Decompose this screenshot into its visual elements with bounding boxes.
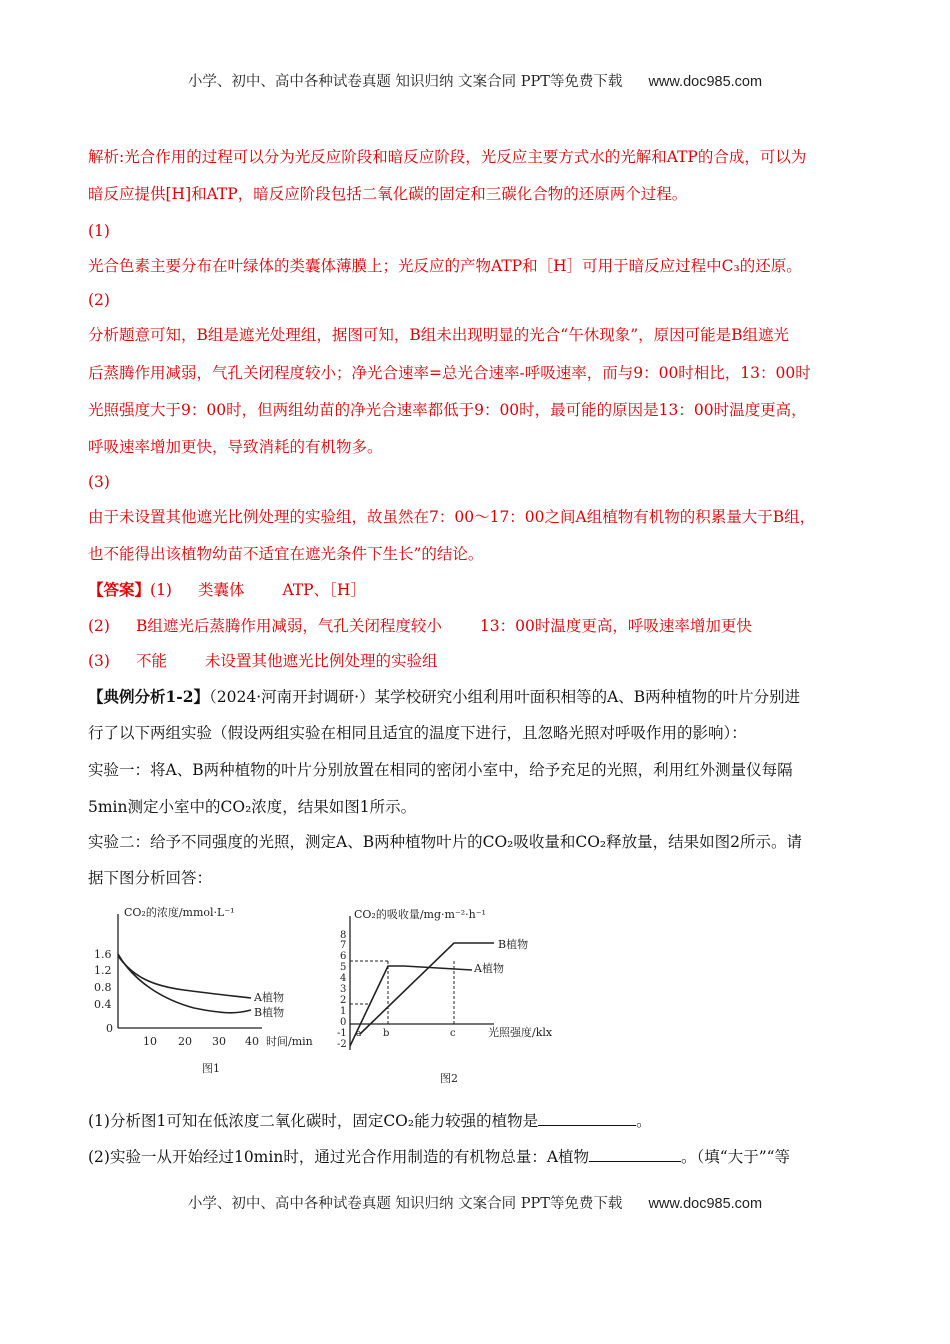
figure-1-ytick-5: 0: [106, 1022, 113, 1035]
page-header: [0, 70, 950, 91]
figure-1-ytick-4: 0.4: [94, 998, 112, 1011]
answer-1-number: (1): [150, 581, 172, 599]
header-url: www.doc985.com: [648, 74, 763, 90]
figure-1-caption: 图1: [202, 1062, 220, 1075]
figure-2-ytick-8: 8: [340, 930, 347, 941]
analysis-q2-line-2: 后蒸腾作用减弱，气孔关闭程度较小；净光合速率=总光合速率-呼吸速率，而与9：00时相比，13：00时: [88, 364, 811, 382]
analysis-q2-line-1: 分析题意可知，B组是遮光处理组，据图可知，B组未出现明显的光合“午休现象”，原因可能是B组遮光: [88, 326, 790, 344]
example-line-2: 行了以下两组实验（假设两组实验在相同且适宜的温度下进行，且忽略光照对呼吸作用的影响）：: [88, 724, 747, 742]
experiment-2-line-2: 据下图分析回答：: [88, 869, 213, 887]
figure-2-xtick-b: b: [383, 1028, 390, 1039]
experiment-2-line-1: 实验二：给予不同强度的光照，测定A、B两种植物叶片的CO₂吸收量和CO₂释放量，结果如图2所示。请: [88, 833, 803, 851]
figure-1-xtick-4: 40: [245, 1035, 259, 1048]
analysis-q1-number: (1): [88, 222, 110, 240]
figure-2-ytick-7: 7: [340, 940, 347, 951]
figure-2-xtick-c: c: [450, 1028, 456, 1039]
figure-2-ytick-2: 2: [340, 995, 347, 1006]
answer-2-part-2: 13：00时温度更高，呼吸速率增加更快: [479, 617, 752, 635]
analysis-q2-line-4: 呼吸速率增加更快，导致消耗的有机物多。: [88, 438, 383, 456]
figure-2-ytick-4: 4: [340, 973, 347, 984]
figure-1-label-a: A植物: [254, 991, 284, 1004]
figure-1-x-label: 时间/min: [266, 1035, 313, 1048]
example-line-1: [88, 687, 868, 707]
figure-1-y-label: CO₂的浓度/mmol·L⁻¹: [124, 906, 235, 919]
figure-1: [94, 905, 313, 1075]
figure-2-ytick-1: 1: [340, 1006, 347, 1017]
analysis-line-2: 暗反应提供[H]和ATP，暗反应阶段包括二氧化碳的固定和三碳化合物的还原两个过程。: [88, 185, 688, 203]
figure-2-xtick-a: a: [356, 1029, 362, 1039]
example-title: 【典例分析1-2】: [88, 687, 210, 706]
figure-1-ytick-3: 0.8: [94, 981, 112, 994]
page-footer: [0, 1192, 950, 1213]
answer-3-number: (3): [88, 652, 110, 670]
question-2-end: 。（填“大于”“等: [681, 1148, 791, 1166]
figure-2-ytick-6: 6: [340, 951, 347, 962]
experiment-1-line-1: 实验一：将A、B两种植物的叶片分别放置在相同的密闭小室中，给予充足的光照，利用红外测量仪每隔: [88, 761, 793, 779]
question-2-text: (2)实验一从开始经过10min时，通过光合作用制造的有机物总量：A植物: [88, 1148, 590, 1166]
answer-2-number: (2): [88, 617, 110, 635]
answer-1-part-2: ATP、［H］: [282, 581, 366, 599]
figure-2-label-b: B植物: [498, 938, 529, 951]
footer-url: www.doc985.com: [648, 1196, 763, 1212]
figure-1-ytick-2: 1.2: [94, 964, 112, 977]
figure-2-x-label: 光照强度/klx: [488, 1026, 553, 1039]
question-2-blank[interactable]: [589, 1147, 681, 1162]
answer-2-part-1: B组遮光后蒸腾作用减弱，气孔关闭程度较小: [135, 617, 442, 635]
example-intro: （2024·河南开封调研·）某学校研究小组利用叶面积相等的A、B两种植物的叶片分别进: [209, 688, 801, 706]
figure-1-xtick-1: 10: [143, 1035, 157, 1048]
figure-1-xtick-2: 20: [178, 1035, 192, 1048]
figure-2-ytick-3: 3: [340, 984, 347, 995]
figure-1-xtick-3: 30: [212, 1035, 226, 1048]
analysis-q1-text: 光合色素主要分布在叶绿体的类囊体薄膜上；光反应的产物ATP和［H］可用于暗反应过程中C₃的还原。: [88, 257, 802, 275]
question-1-end: 。: [636, 1112, 652, 1130]
footer-text: 小学、初中、高中各种试卷真题 知识归纳 文案合同 PPT等免费下载: [187, 1196, 623, 1212]
question-2: [88, 1147, 868, 1167]
figures: [94, 900, 594, 1100]
analysis-q3-number: (3): [88, 473, 110, 491]
figure-2-line-b: [360, 943, 494, 1034]
figure-2: [337, 907, 553, 1085]
answer-line-3: [88, 651, 868, 671]
figure-1-label-b: B植物: [254, 1006, 285, 1019]
analysis-q3-line-2: 也不能得出该植物幼苗不适宜在遮光条件下生长”的结论。: [88, 545, 484, 563]
answer-line-1: [88, 580, 868, 600]
question-1-text: (1)分析图1可知在低浓度二氧化碳时，固定CO₂能力较强的植物是: [88, 1112, 539, 1130]
header-text: 小学、初中、高中各种试卷真题 知识归纳 文案合同 PPT等免费下载: [187, 74, 623, 90]
answer-label: 【答案】: [88, 580, 151, 599]
figure-2-ytick-5: 5: [340, 962, 347, 973]
analysis-q3-line-1: 由于未设置其他遮光比例处理的实验组，故虽然在7：00～17：00之间A组植物有机物的积累量大于B组，: [88, 508, 816, 526]
question-1: [88, 1111, 868, 1131]
experiment-1-line-2: 5min测定小室中的CO₂浓度，结果如图1所示。: [88, 798, 417, 816]
answer-3-part-1: 不能: [135, 652, 167, 670]
figure-2-ytick-0: 0: [340, 1017, 347, 1028]
figure-2-caption: 图2: [440, 1072, 458, 1085]
analysis-q2-number: (2): [88, 291, 110, 309]
analysis-q2-line-3: 光照强度大于9：00时，但两组幼苗的净光合速率都低于9：00时，最可能的原因是13：00时温度更高，: [88, 401, 807, 419]
question-1-blank[interactable]: [538, 1111, 636, 1126]
figure-1-line-a: [118, 956, 251, 998]
analysis-line-1: 解析:光合作用的过程可以分为光反应阶段和暗反应阶段，光反应主要方式水的光解和ATP的合成，可以为: [88, 148, 807, 166]
figure-1-line-b: [118, 954, 251, 1013]
figure-2-ytick-neg2: -2: [337, 1039, 347, 1050]
answer-3-part-2: 未设置其他遮光比例处理的实验组: [204, 652, 438, 670]
figure-2-ytick-neg1: -1: [337, 1028, 347, 1039]
answer-1-part-1: 类囊体: [197, 581, 245, 599]
figure-1-ytick-1: 1.6: [94, 948, 112, 961]
answer-line-2: [88, 616, 868, 636]
figure-2-y-label: CO₂的吸收量/mg·m⁻²·h⁻¹: [354, 908, 486, 921]
figure-2-label-a: A植物: [474, 962, 504, 975]
